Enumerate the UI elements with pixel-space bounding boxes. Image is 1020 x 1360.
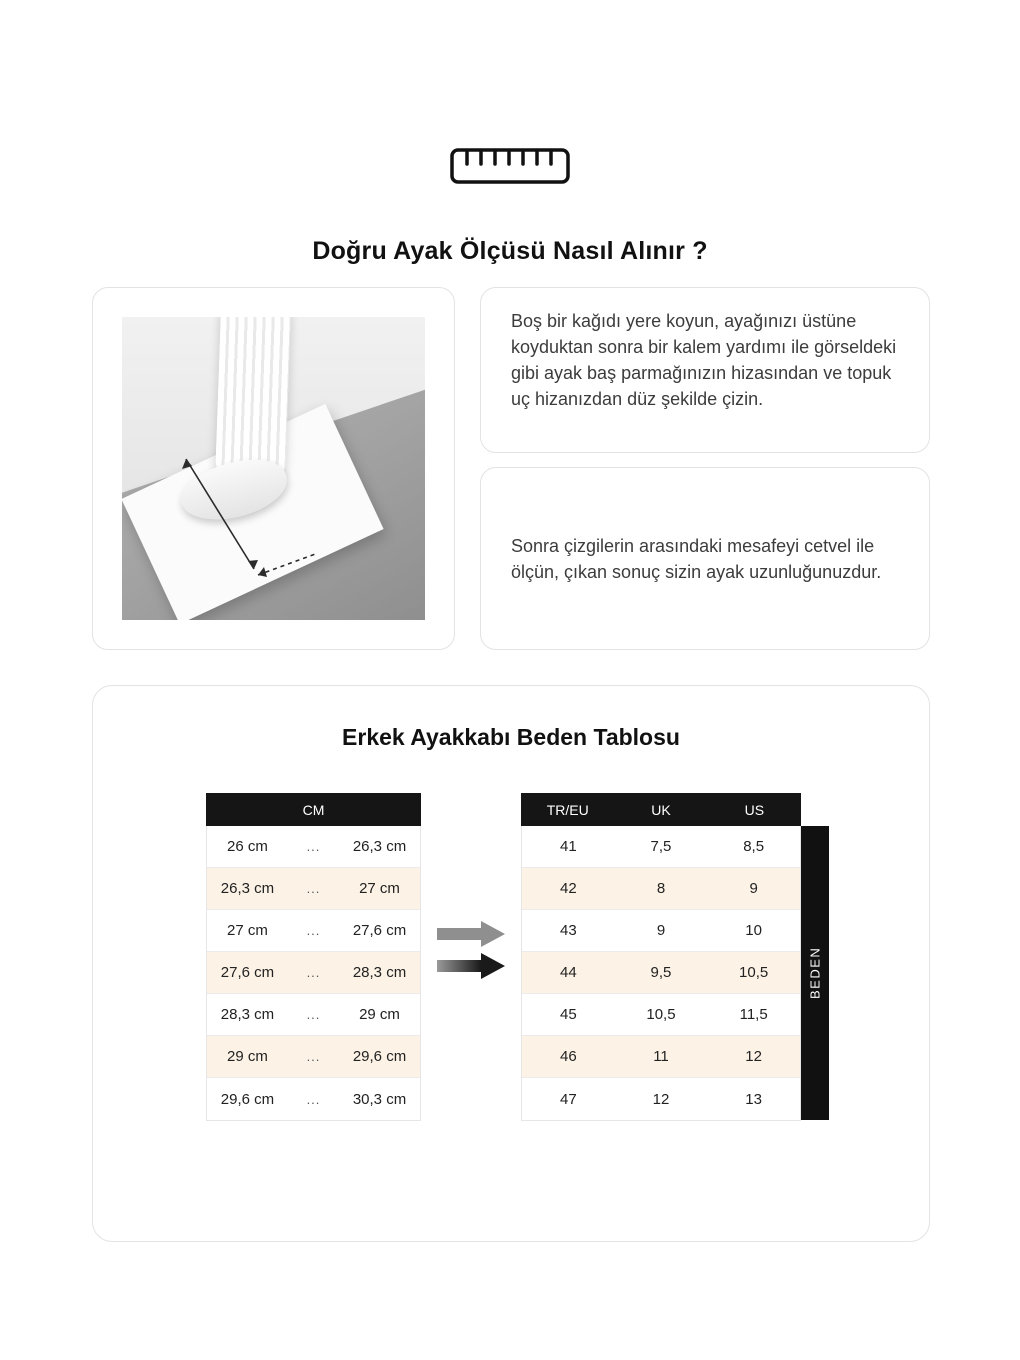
size-uk: 12	[652, 1090, 670, 1108]
size-chart-title: Erkek Ayakkabı Beden Tablosu	[342, 724, 680, 750]
instruction-card-step2	[480, 467, 930, 650]
cm-from: 27 cm	[227, 922, 268, 939]
cm-dots: ...	[306, 1091, 321, 1107]
cm-from: 26,3 cm	[220, 880, 275, 897]
beden-side-label: BEDEN	[801, 826, 829, 1120]
foot-photo-card	[92, 287, 455, 650]
instruction-text-step2: Sonra çizgilerin arasındaki mesafeyi cetvel ile ölçün, çıkan sonuç sizin ayak uzunluğunuzdur.	[511, 535, 882, 582]
size-table-row	[522, 868, 800, 910]
instruction-text-step1: Boş bir kağıdı yere koyun, ayağınızı üstüne koyduktan sonra bir kalem yardımı ile görseldeki gibi ayak baş parmağınızın hizasından ve topuk uç hizanızdan düz şekilde çizin.	[511, 311, 897, 409]
cm-table-row	[207, 910, 420, 952]
size-us: 13	[745, 1090, 762, 1108]
size-uk: 11	[653, 1048, 669, 1065]
page-title: Doğru Ayak Ölçüsü Nasıl Alınır ?	[312, 236, 708, 265]
size-tr-eu: 45	[559, 1006, 577, 1023]
cm-dots: ...	[306, 965, 321, 980]
cm-from: 28,3 cm	[220, 1006, 275, 1023]
cm-to: 27 cm	[359, 880, 400, 897]
cm-table	[206, 793, 421, 1121]
cm-to: 28,3 cm	[352, 964, 407, 981]
size-table-row	[522, 1036, 800, 1078]
cm-to: 27,6 cm	[352, 922, 407, 939]
cm-dots: ...	[306, 839, 321, 854]
ruler-icon	[0, 146, 1020, 186]
cm-from: 27,6 cm	[220, 964, 275, 981]
cm-to: 26,3 cm	[352, 838, 407, 855]
size-uk: 10,5	[646, 1006, 676, 1023]
cm-dots: ...	[306, 923, 321, 938]
foot-measurement-photo	[122, 317, 425, 620]
size-table-header-us: US	[744, 801, 765, 818]
size-table-row	[522, 1078, 800, 1120]
cm-table-row	[207, 1078, 420, 1120]
size-uk: 8	[656, 880, 666, 897]
size-tr-eu: 43	[559, 922, 577, 939]
cm-dots: ...	[306, 881, 321, 896]
size-us: 12	[745, 1048, 762, 1065]
cm-from: 29 cm	[227, 1048, 268, 1065]
cm-to: 29,6 cm	[352, 1048, 407, 1065]
cm-dots: ...	[306, 1049, 321, 1064]
size-us: 8,5	[743, 838, 765, 855]
cm-dots: ...	[306, 1007, 321, 1022]
size-uk: 9,5	[650, 964, 672, 981]
cm-table-row	[207, 1036, 420, 1078]
size-tr-eu: 47	[559, 1090, 577, 1108]
convert-arrows-icon	[435, 918, 511, 989]
cm-table-body	[206, 826, 421, 1121]
size-us: 9	[749, 880, 758, 897]
size-chart-card	[92, 685, 930, 1242]
size-table-row	[522, 994, 800, 1036]
size-table-row	[522, 952, 800, 994]
instruction-card-step1	[480, 287, 930, 453]
size-us: 11,5	[739, 1006, 768, 1023]
cm-to: 30,3 cm	[352, 1090, 407, 1108]
size-tr-eu: 44	[559, 964, 577, 981]
size-table-row	[522, 910, 800, 952]
size-tr-eu: 41	[559, 838, 577, 855]
size-us: 10	[745, 922, 762, 939]
size-uk: 9	[656, 922, 666, 939]
size-tr-eu: 46	[559, 1048, 577, 1065]
cm-from: 26 cm	[227, 838, 268, 855]
size-table-header	[521, 793, 801, 826]
size-table-header-uk: UK	[651, 801, 671, 818]
measurement-arrows-icon	[122, 317, 425, 620]
size-uk: 7,5	[650, 838, 672, 855]
cm-from: 29,6 cm	[220, 1090, 275, 1108]
cm-to: 29 cm	[359, 1006, 400, 1023]
cm-table-row	[207, 994, 420, 1036]
size-table-row	[522, 826, 800, 868]
cm-table-row	[207, 826, 420, 868]
cm-table-row	[207, 952, 420, 994]
size-table-body	[521, 826, 801, 1121]
cm-table-header: CM	[206, 793, 421, 826]
size-table	[521, 793, 801, 1121]
size-table-header-tr-eu: TR/EU	[546, 801, 589, 818]
size-tr-eu: 42	[559, 880, 577, 897]
cm-table-row	[207, 868, 420, 910]
size-us: 10,5	[739, 964, 769, 981]
